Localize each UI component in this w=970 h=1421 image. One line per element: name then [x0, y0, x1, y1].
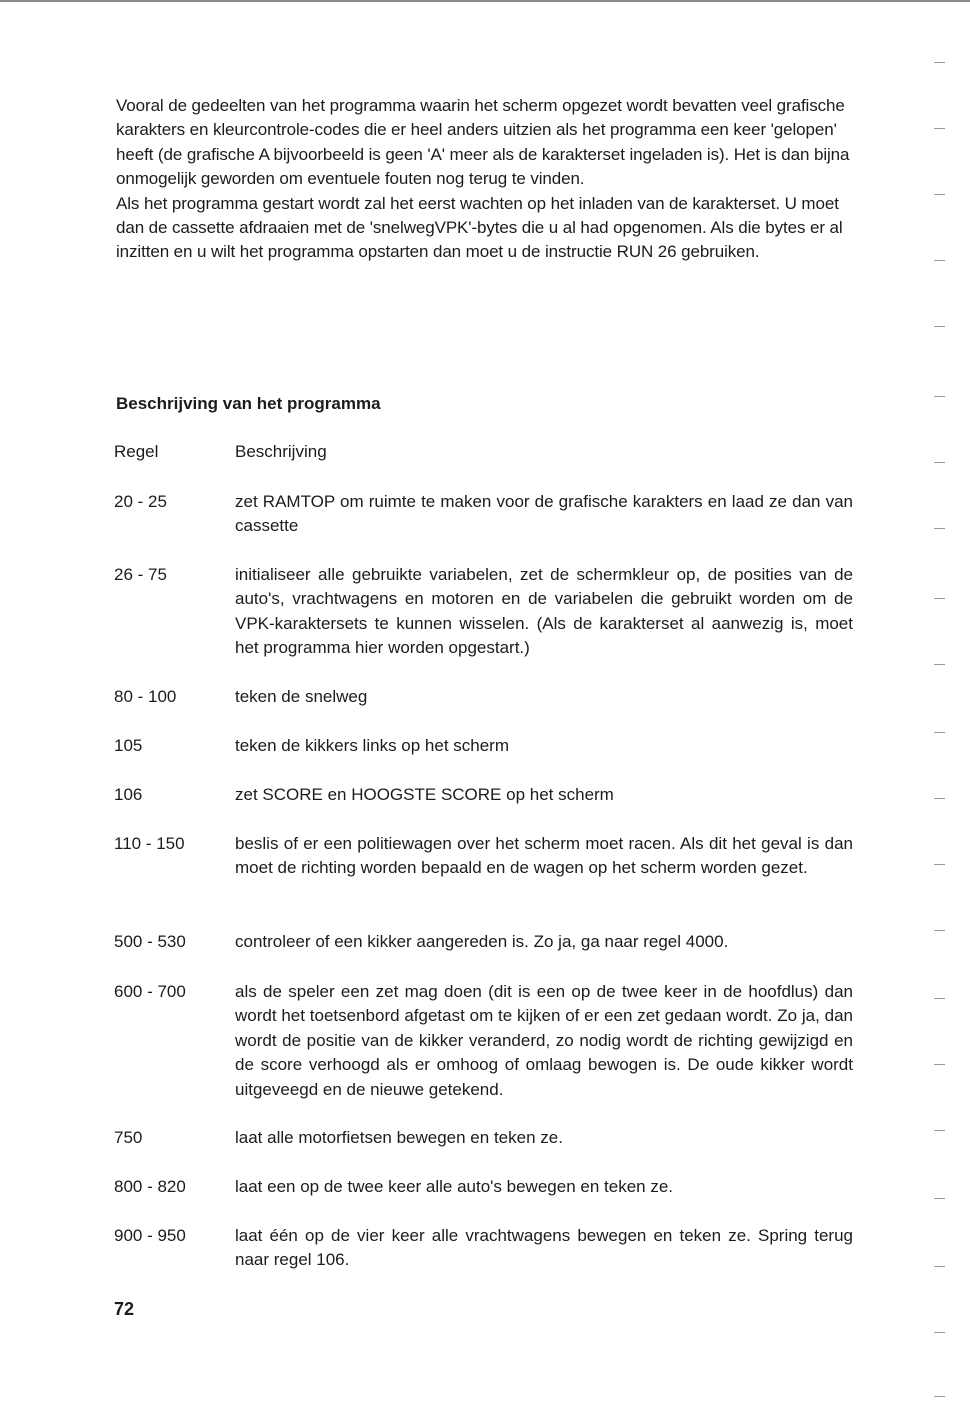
margin-tick — [934, 1064, 945, 1065]
margin-tick — [934, 128, 945, 129]
margin-tick — [934, 930, 945, 931]
margin-tick — [934, 798, 945, 799]
margin-tick — [934, 396, 945, 397]
row-regel: 600 - 700 — [114, 982, 186, 1001]
row-regel: 500 - 530 — [114, 932, 186, 951]
margin-tick — [934, 194, 945, 195]
row-beschrijving: zet RAMTOP om ruimte te maken voor de grafische karakters en laad ze dan van cassette — [235, 492, 853, 536]
margin-tick — [934, 1198, 945, 1199]
row-beschrijving: beslis of er een politiewagen over het scherm moet racen. Als dit het geval is dan moet de richting worden bepaald en de wagen op het scherm worden gezet. — [235, 834, 853, 878]
row-beschrijving: laat één op de vier keer alle vrachtwagens bewegen en teken ze. Spring terug naar regel 106. — [235, 1226, 853, 1270]
intro-text — [116, 94, 856, 265]
page-number: 72 — [114, 1299, 135, 1319]
row-beschrijving: laat een op de twee keer alle auto's bewegen en teken ze. — [235, 1177, 673, 1196]
row-regel: 106 — [114, 785, 143, 804]
row-beschrijving: controleer of een kikker aangereden is. Zo ja, ga naar regel 4000. — [235, 932, 729, 951]
margin-tick — [934, 998, 945, 999]
row-beschrijving: teken de kikkers links op het scherm — [235, 736, 510, 755]
row-regel: 800 - 820 — [114, 1177, 186, 1196]
row-regel: 750 — [114, 1128, 143, 1147]
row-beschrijving: zet SCORE en HOOGSTE SCORE op het scherm — [235, 785, 614, 804]
row-beschrijving: initialiseer alle gebruikte variabelen, zet de schermkleur op, de posities van de auto's, vrachtwagens en motoren en de variabelen die gebruikt worden om de VPK-karaktersets te kunnen wisselen. (Als de karakterset al aanwezig is, moet het programma hier worden opgestart.) — [235, 565, 853, 658]
margin-tick — [934, 260, 945, 261]
margin-tick — [934, 664, 945, 665]
intro-paragraph-2: Als het programma gestart wordt zal het eerst wachten op het inladen van de karakterset. U moet dan de cassette afdraaien met de 'snelwegVPK'-bytes die u al had opgenomen. Als die bytes er al inzitten en u wilt het programma opstarten dan moet u de instructie RUN 26 gebruiken. — [116, 193, 843, 262]
margin-tick — [934, 1130, 945, 1131]
header-beschrijving: Beschrijving — [235, 442, 327, 461]
top-border-line — [0, 0, 970, 2]
margin-tick — [934, 1396, 945, 1397]
row-regel: 20 - 25 — [114, 492, 167, 511]
intro-paragraph-1: Vooral de gedeelten van het programma waarin het scherm opgezet wordt bevatten veel grafische karakters en kleurcontrole-codes die er heel anders uitzien als het programma een keer 'gelopen' heeft (de grafische A bijvoorbeeld is geen 'A' meer als de karakterset ingeladen is). Het is dan bijna onmogelijk geworden om eventuele fouten nog terug te vinden. — [116, 96, 850, 189]
row-regel: 110 - 150 — [114, 834, 185, 853]
row-regel: 105 — [114, 736, 143, 755]
margin-tick — [934, 528, 945, 529]
margin-tick — [934, 462, 945, 463]
header-regel: Regel — [114, 442, 159, 461]
row-regel: 26 - 75 — [114, 565, 167, 584]
section-heading: Beschrijving van het programma — [116, 394, 381, 413]
margin-tick — [934, 864, 945, 865]
row-regel: 80 - 100 — [114, 687, 177, 706]
row-beschrijving: als de speler een zet mag doen (dit is een op de twee keer in de hoofdlus) dan wordt het toetsenbord afgetast om te kijken of er een zet gedaan wordt. Zo ja, dan wordt de positie van de kikker veranderd, zo nodig wordt de richting gewijzigd en de score verhoogd als er omhoog of omlaag bewogen is. De oude kikker wordt uitgeveegd en de nieuwe getekend. — [235, 982, 853, 1099]
margin-tick — [934, 326, 945, 327]
row-beschrijving: laat alle motorfietsen bewegen en teken ze. — [235, 1128, 563, 1147]
margin-tick — [934, 1332, 945, 1333]
row-regel: 900 - 950 — [114, 1226, 186, 1245]
margin-tick — [934, 598, 945, 599]
margin-tick-marks — [934, 0, 948, 1421]
margin-tick — [934, 1266, 945, 1267]
margin-tick — [934, 732, 945, 733]
margin-tick — [934, 62, 945, 63]
row-beschrijving: teken de snelweg — [235, 687, 368, 706]
